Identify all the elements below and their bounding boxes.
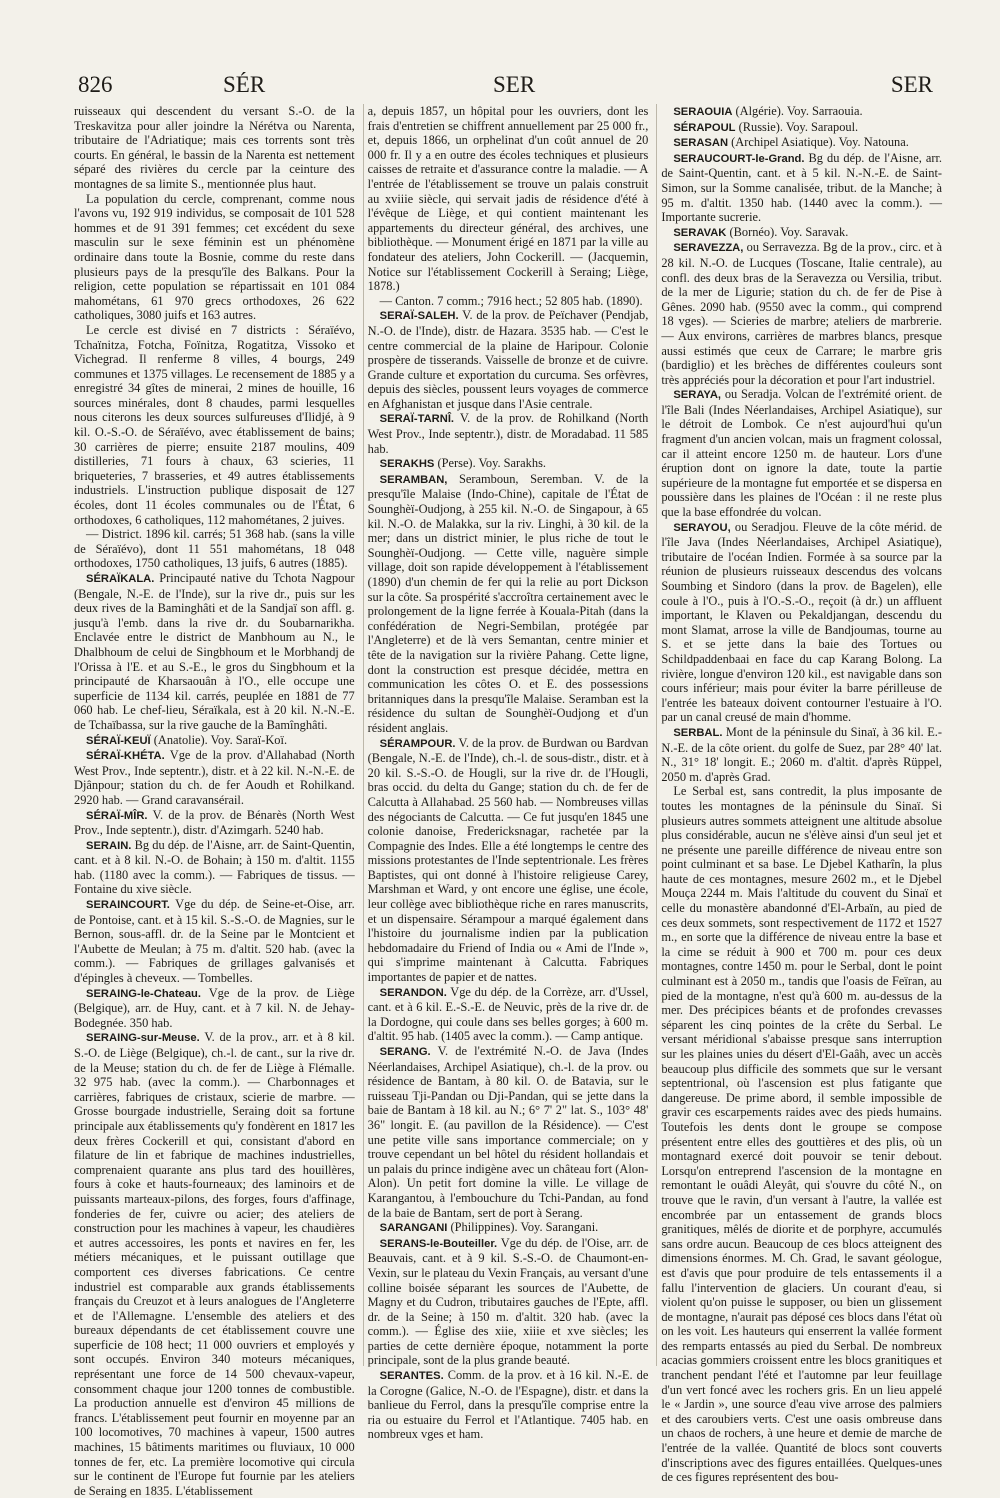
dictionary-entry — [368, 1368, 649, 1442]
entry-text: a, depuis 1857, un hôpital pour les ouvriers, dont les frais d'entretien se chiffrent annuellement par 25 000 fr., et, depuis 1866, un orphelinat d'un coût annuel de 20 000 fr. Il y a en outre des écoles techniques et plusieurs caisses de retraite et d'assurance contre la maladie. — A l'entrée de l'établissement se trouve un palais construit au xviiie siècle, qui servait jadis de résidence d'été à l'évêque de Liège, et qui contient maintenant les appartements du directeur général, des archives, une bibliothèque. — Monument érigé en 1871 par la ville au fondateur des ateliers, John Cockerill. — (Jacquemin, Notice sur l'établissement Cockerill à Seraing; Liège, 1878.) — [367, 104, 649, 294]
column-2 — [363, 104, 649, 1442]
header-word-center: SER — [493, 72, 536, 97]
dictionary-entry — [368, 472, 649, 736]
entry-text: Bg du dép. de l'Aisne, arr. de Saint-Quentin, cant. et à 5 kil. N.-N.-E. de Saint-Simon, sur la Somme canalisée, tribut. de la Manche; à 95 m. d'altit. 1350 hab. (1440 avec la comm.). — Importante sucrerie. — [661, 150, 943, 225]
dictionary-entry — [74, 733, 355, 749]
entry-text: V. de la prov., arr. et à 8 kil. S.-O. de Liège (Belgique), ch.-l. de cant., sur la rive dr. de la Meuse; station du ch. de fer de Liège à Flémalle. 32 975 hab. (avec la comm.). — Charbonnages et carrières, fabriques de cristaux, scierie de marbre. — Grosse bourgade industrielle, Seraing doit sa fortune principale aux établissements qu'y fondèrent en 1817 les deux frères Cockerill et qui, consistant d'abord en filature de lin et fabrique de machines industrielles, comprenaient quarante ans plus tard des houillères, fours à coke et hauts-fourneaux; des laminoirs et de puissants marteaux-pilons, des forges, fours d'affinage, fonderies de fer, cuivre ou acier; des ateliers de construction pour les machines à vapeur, les chaudières et autres accessoires, les ponts et navires en fer, les métiers mécaniques, et le puissant outillage que comportent ces diverses fabrications. Ce centre industriel est comparable aux grands établissements français du Creuzot et à leurs analogues de l'Angleterre et de l'Allemagne. L'ensemble des ateliers et des bureaux dépendants de cet établissement couvre une superficie de 108 hect; 11 000 ouvriers et employés y sont occupés. Environ 340 moteurs mécaniques, représentant une force de 14 500 chevaux-vapeur, consomment chaque jour 1200 tonnes de combustible. La production annuelle est d'environ 45 millions de francs. L'établissement peut fournir en moyenne par an 100 locomotives, 70 machines à vapeur, 1500 autres machines, 15 bâtiments maritimes ou fluviaux, 10 000 tonnes de fer, etc. La première locomotive qui circula sur le continent de l'Europe fut fournie par les ateliers de Seraing en 1835. L'établissement — [74, 1030, 355, 1498]
entry-text: (Perse). Voy. Sarakhs. — [434, 456, 546, 471]
entry-headword: SÉRAÏ-MÎR. — [86, 809, 148, 822]
entry-text: Vge du dép. de l'Oise, arr. de Beauvais, cant. et à 9 kil. S.-S.-O. de Chaumont-en-Vexin, sur le plateau du Vexin Français, au versant d'une colline boisée séparant les sources de l'Aubette, de Magny et du Cudron, tributaires gauches de l'Epte, affl. dr. de la Seine; à 150 m. d'altit. 320 hab. (avec la comm.). — Église des xiie, xiiie et xve siècles; les parties de cette dernière époque, notamment la porte principale, sont de la plus grande beauté. — [367, 1235, 649, 1368]
dictionary-entry — [368, 308, 649, 411]
dictionary-entry — [661, 120, 942, 136]
dictionary-entry — [74, 571, 355, 733]
column-1 — [74, 104, 355, 1498]
entry-headword: SERANTES. — [379, 1370, 444, 1383]
entry-text: (Anatolie). Voy. Saraï-Koï. — [150, 732, 288, 747]
entry-text: ou Seradjou. Fleuve de la côte mérid. de l'île Java (Indes Néerlandaises, Archipel Asiatique), tributaire de l'océan Indien. Formée à sa source par la réunion de plusieurs ruisseaux descendus des volcans Soumbing et Sindoro (dans la prov. de Bagelen), elle coule à l'O., puis à l'O.-S.-O., reçoit (à dr.) un affluent important, le Klaven ou Pekaldjangan, descendu du mont Slamat, arrose la ville de Bandjoumas, tourne au S. et se jette dans la baie des Tortues ou Schildpaddenbaai en face du cap Karang Bolong. La rivière, longue d'environ 120 kil., est navigable dans son cours inférieur; mais pour éviter la barre périlleuse de l'entrée les bateaux doivent contourner l'estuaire à l'O. par un canal creusé de main d'homme. — [661, 519, 943, 725]
dictionary-entry — [661, 387, 942, 519]
entry-text: ou Seradja. Volcan de l'extrémité orient. de l'île Bali (Indes Néerlandaises, Archipel Asiatique), sur le détroit de Lombok. Ce n'est aujourd'hui qu'un fragment d'un ancien volcan, mais un fragment colossal, car il atteint encore 1250 m. de hauteur. Lors d'une éruption dont on ignore la date, toute la partie supérieure de la montagne fut emportée et se dispersa en poussière dans les plaines de l'Océan : il ne reste plus que la base effondrée du volcan. — [661, 387, 943, 520]
entry-headword: SERAYOU, — [673, 521, 731, 534]
paragraph — [74, 527, 355, 571]
entry-headword: SERAUCOURT-le-Grand. — [673, 152, 805, 165]
entry-headword: SÉRAPOUL — [673, 121, 736, 134]
entry-headword: SERAINCOURT. — [86, 899, 170, 912]
entry-headword: SERAVEZZA, — [673, 242, 744, 255]
entry-text: Principauté native du Tchota Nagpour (Bengale, N.-E. de l'Inde), sur la rive dr., puis sur les deux rives de la Baminghâti et de la Sandjaï son affl. g. jusqu'à l'emb. dans la rive dr. du Soubarnarikha. Enclavée entre le district de Manbhoum au N., le Dhalbhoum de celui de Singbhoum et le Morbhandj de l'Orissa à l'E. et au S.-E., le gros du Singbhoum et la principauté de Kharsaouân à l'O., elle occupe une superficie de 1134 kil. carrés, peuplée en 1881 de 77 060 hab. Le chef-lieu, Séraïkala, est à 20 kil. N.-N.-E. de Tchaïbassa, sur la rive gauche de la Bamînghâti. — [74, 571, 355, 732]
entry-text: Seramboun, Seremban. V. de la presqu'île Malaise (Indo-Chine), capitale de l'État de Sounghèï-Oudjong, à 255 kil. N.-O. de Singapour, à 65 kil. N.-O. de Malakka, sur la riv. Linghi, à 30 kil. de la mer; dans un district minier, le plus riche de tout le Sounghèï-Oudjong. — Cette ville, naguère simple village, doit son rapide développement à l'établissement (1890) d'un chemin de fer qui la relie au port Dickson sur la côte. Sa prospérité s'accroîtra certainement avec le prolongement de la ligne ferrée à Kouala-Pitah (dans la confédération de Negri-Sembilan, protégée par l'Angleterre) et de là vers Semantan, centre minier et tête de la navigation sur la rivière Pahang. Cette ligne, dont la construction est presque décidée, mettra en communication les côtes O. et E. des possessions britanniques dans la presqu'île Malaise. Seramban est la résidence du sultan de Sounghèï-Oudjong et d'un résident anglais. — [367, 471, 649, 735]
entry-text: ruisseaux qui descendent du versant S.-O. de la Treskavitza pour aller joindre la Nérétva ou Narenta, tributaire de l'Adriatique; mais ces torrents sont très courts. En général, le bassin de la Narenta est nettement séparé des rivières du cercle par la ceinture des montagnes de sa limite S., mentionnée plus haut. — [74, 104, 355, 191]
entry-headword: SERANDON. — [379, 986, 447, 999]
entry-text: (Bornéo). Voy. Saravak. — [726, 224, 849, 239]
header-word-right: SER — [890, 72, 933, 97]
paragraph — [74, 323, 355, 527]
entry-text: Comm. de la prov. et à 16 kil. N.-E. de la Corogne (Galice, N.-O. de l'Espagne), distr. et dans la banlieue du Ferrol, dans la presqu'île comprise entre la ria ou estuaire du Ferrol et l'Atlantique. 7405 hab. en nombreux vges et ham. — [367, 1368, 649, 1442]
paragraph — [368, 104, 649, 294]
entry-headword: SÉRAÏKALA. — [86, 573, 155, 585]
page-number: 826 — [78, 72, 113, 97]
dictionary-entry — [74, 838, 355, 897]
entry-text: Vge du dép. de la Corrèze, arr. d'Ussel, cant. et à 6 kil. E.-S.-E. de Neuvic, près de la rive dr. de la Dordogne, qui coule dans ses belles gorges; à 600 m. d'altit. 95 hab. (1405 avec la comm.). — Camp antique. — [367, 984, 649, 1044]
entry-text: — Canton. 7 comm.; 7916 hect.; 52 805 hab. (1890). — [379, 293, 643, 308]
dictionary-entry — [661, 225, 942, 241]
entry-text: Mont de la péninsule du Sinaï, à 36 kil. E.-N.-E. de la côte orient. du golfe de Suez, par 28° 40' lat. N., 31° 18' longit. E.; 2060 m. d'altit. d'après Rüppel, 2050 m. d'après Grad. — [661, 724, 943, 784]
dictionary-entry — [368, 985, 649, 1044]
entry-text: V. de la prov. de Rohilkand (North West Prov., Inde septentr.), distr. de Moradabad. 11 585 hab. — [367, 411, 649, 456]
entry-headword: SERASAN — [673, 137, 729, 150]
entry-text: Bg du dép. de l'Aisne, arr. de Saint-Quentin, cant. et à 8 kil. N.-O. de Bohain; à 150 m. d'altit. 1155 hab. (1180 avec la comm.). — Fabriques de tissus. — Fontaine du xive siècle. — [74, 837, 355, 897]
paragraph — [74, 192, 355, 323]
entry-headword: SERAMBAN, — [379, 473, 448, 486]
entry-headword: SÉRAÏ-KHÉTA. — [86, 750, 165, 763]
entry-text: ou Serravezza. Bg de la prov., circ. et à 28 kil. N.-O. de Lucques (Toscane, Italie centrale), au confl. des deux bras de la Seravezza ou Versilia, tribut. de la mer de Ligurie; station du ch. de fer de Pise à Gênes. 2090 hab. (9550 avec la comm., qui comprend 18 vges). — Scieries de marbre; ateliers de marbrerie. — Aux environs, carrières de marbres blancs, presque aussi estimés que ceux de Carrare; le marbre gris (bardiglio) et les brèches de différentes couleurs sont très appréciés pour la décoration et pour l'art industriel. — [661, 240, 943, 387]
entry-headword: SERBAL. — [673, 726, 723, 739]
column-3 — [656, 104, 943, 1485]
dictionary-entry — [74, 1030, 355, 1498]
entry-text: Vge de la prov. d'Allahabad (North West Prov., Inde septentr.), distr. et à 22 kil. N.-N.-E. de Djânpour; station du ch. de fer Aoudh et Rohilkand. 2920 hab. — Grand caravansérail. — [74, 748, 355, 807]
dictionary-entry — [74, 897, 355, 986]
entry-text: V. de la prov. de Bénarès (North West Prov., Inde septentr.), distr. d'Azimgarh. 5240 hab. — [74, 807, 355, 838]
entry-text: V. de l'extrémité N.-O. de Java (Indes Néerlandaises, Archipel Asiatique), ch.-l. de la prov. ou résidence de Bantam, à 80 kil. O. de Batavia, sur le ruisseau Tji-Pandan ou Dji-Pandan, qui se jette dans la baie de Bantam à 18 kil. au N.; 6° 7' 2" lat. S., 103° 48' 36" longit. E. (au pavillon de la Résidence). — C'est une petite ville sans importance commerciale; on y trouve cependant un bel hôtel du résident hollandais et un palais du prince indigène avec un château fort (Alon-Alon). Un petit fort domine la ville. Le village de Karangantou, à l'embouchure du Tchi-Pandan, au fond de la baie de Bantam, sert de port à Serang. — [367, 1044, 649, 1220]
entry-headword: SERANS-le-Bouteiller. — [379, 1237, 498, 1250]
entry-headword: SERAYA, — [673, 389, 722, 402]
running-header — [78, 72, 933, 104]
dictionary-entry — [661, 135, 942, 151]
entry-headword: SERAVAK — [673, 226, 727, 239]
dictionary-entry — [74, 986, 355, 1031]
dictionary-entry — [368, 736, 649, 985]
dictionary-entry — [661, 725, 942, 784]
entry-headword: SERAING-le-Chateau. — [86, 987, 201, 1000]
entry-text: V. de la prov. de Peïchaver (Pendjab, N.-O. de l'Inde), distr. de Hazara. 3535 hab. — C'est le centre commercial de la plaine de Haripour. Colonie prospère de tisserands. Vaisselle de bronze et de cuivre. Grande culture et exportation du curcuma. Ses orfèvres, depuis des siècles, poussent leurs voyages de commerce en Afghanistan et jusque dans l'Asie centrale. — [367, 308, 649, 411]
dictionary-entry — [368, 1220, 649, 1236]
entry-text: Le Serbal est, sans contredit, la plus imposante de toutes les montagnes de la péninsule du Sinaï. Si plusieurs autres sommets atteignent une altitude absolue plus considérable, aucun ne s'élève ainsi d'un seul jet et ne présente une pareille différence de niveau entre son point culminant et sa base. Le Djebel Katharîn, la plus haute de ces montagnes, mesure 2602 m., et le Djebel Mouça 2244 m. Mais l'altitude du couvent du Sinaï et celle du monastère abandonné d'El-Arbaïn, au pied de ces deux sommets, sont respectivement de 1172 et 1527 m., en sorte que la différence de niveau entre la base et la cime se réduit à 900 et 700 m. pour ces deux montagnes, contre 1450 m. pour le Serbal, dont le point culminant est à 2050 m., tandis que l'oasis de Feïran, au pied de la montagne, n'est qu'à 600 m. au-dessus de la mer. Des précipices béants et de profondes crevasses séparent les cinq pointes de la crête du Serbal. Le versant méridional s'abaisse presque sans interruption sur les plaines unies du désert d'El-Gaâh, avec un accès beaucoup plus difficile des sommets que sur le versant septentrional, où l'ascension est plus fatigante que dangereuse. De prime abord, il semble impossible de gravir ces escarpements raides avec des pieds humains. Toutefois les dents dont le groupe se compose présentent entre elles des gouttières et des plis, où un montagnard exercé doit pouvoir se tenir debout. Lorsqu'on entreprend l'ascension de la montagne en remontant le ouâdi Aleyât, qui s'ouvre du côté N., on trouve que le ravin, d'un versant à l'autre, la vallée est encombrée par un entassement de grands blocs granitiques, mêlés de diorite et de porphyre, accumulés sans ordre aucun. Beaucoup de ces blocs atteignent des dimensions énormes. M. Ch. Grad, le savant géologue, est d'avis que pour produire de tels entassements il a fallu l'intervention de glaciers. Un courant d'eau, si violent qu'on puisse le supposer, ou bien un glissement de montagne, n'aurait pas déposé ces blocs dans l'état où on les voit. Les hauteurs qui enserrent la vallée forment des remparts entassés au pied du Serbal. De nombreux acacias gommiers croissent entre les blocs granitiques et tranchent pendant l'été et l'automne par leur feuillage d'un vert foncé avec les rochers gris. En un lieu appelé le « Jardin », une source d'eau vive arrose des palmiers et des caroubiers verts. C'est une oasis ombreuse dans un chaos de rochers, à une heure et demie de marche de l'entrée de la vallée. Quantité de blocs sont couverts d'inscriptions avec des figures entaillées. Quelques-unes de ces figures représentent des bou- — [661, 784, 943, 1485]
entry-headword: SÉRAÏ-KEUÏ — [86, 734, 151, 747]
dictionary-entry — [74, 808, 355, 838]
dictionary-entry — [661, 104, 942, 120]
entry-text: (Algérie). Voy. Sarraouia. — [732, 104, 863, 118]
paragraph — [368, 294, 649, 309]
entry-headword: SERAÏ-SALEH. — [379, 310, 459, 323]
entry-text: Le cercle est divisé en 7 districts : Séraïévo, Tchaïnitza, Fotcha, Foïnitza, Rogatitza, Vissoko et Vichegrad. Il renferme 8 villes, 4 bourgs, 249 communes et 1375 villages. Le recensement de 1885 y a enregistré 34 gîtes de minerai, 2 mines de houille, 16 sources minérales, dont 8 chaudes, parmi lesquelles nous citerons les deux sources sulfureuses d'Ilidjé, à 9 kil. O.-S.-O. de Séraïévo, avec établissement de bains; 30 carrières de pierre; ensuite 2187 moulins, 409 distilleries, 71 fours à chaux, 63 scieries, 11 briqueteries, 7 brasseries, et 49 autres établissements industriels. L'instruction publique disposait de 127 écoles, dont 11 écoles communales ou de l'État, 6 orthodoxes, 6 catholiques, 112 mahométanes, 2 juives. — [74, 322, 355, 527]
entry-headword: SERAKHS — [379, 458, 435, 471]
dictionary-entry — [661, 240, 942, 387]
entry-headword: SERAÏ-TARNÎ. — [379, 413, 455, 426]
entry-text: (Philippines). Voy. Sarangani. — [447, 1220, 599, 1235]
entry-text: Vge de la prov. de Liège (Belgique), arr. de Huy, cant. et à 7 kil. N. de Jehay-Bodegnée. 350 hab. — [74, 985, 355, 1030]
dictionary-entry — [368, 1044, 649, 1220]
entry-headword: SERAIN. — [86, 839, 132, 852]
dictionary-entry — [368, 1236, 649, 1368]
entry-text: Vge du dép. de Seine-et-Oise, arr. de Pontoise, cant. et à 15 kil. S.-S.-O. de Magnies, sur le Bernon, sous-affl. dr. de la Seine par le Montcient et l'Aubette de Meulan; à 75 m. d'altit. 520 hab. (avec la comm.). — Fabriques de grillages galvanisés et d'épingles à cheveux. — Tombelles. — [74, 897, 355, 986]
entry-headword: SÉRAMPOUR. — [379, 737, 456, 750]
paragraph — [74, 104, 355, 192]
entry-text: — District. 1896 kil. carrés; 51 368 hab. (sans la ville de Séraïévo), dont 11 551 mahométans, 18 048 orthodoxes, 1750 catholiques, 13 juifs, 6 autres (1885). — [74, 527, 355, 571]
entry-text: (Archipel Asiatique). Voy. Natouna. — [728, 135, 909, 150]
entry-headword: SARANGANI — [379, 1222, 448, 1235]
dictionary-entry — [368, 456, 649, 472]
entry-text: (Russie). Voy. Sarapoul. — [735, 119, 859, 134]
entry-headword: SERANG. — [379, 1046, 431, 1058]
dictionary-entry — [661, 151, 942, 225]
entry-headword: SERAOUIA — [673, 106, 733, 118]
entry-headword: SERAING-sur-Meuse. — [86, 1032, 200, 1045]
paragraph — [661, 784, 942, 1485]
entry-text: V. de la prov. de Burdwan ou Bardvan (Bengale, N.-E. de l'Inde), ch.-l. de sous-distr., distr. et à 20 kil. S.-S.-O. de Hougli, sur la rive dr. de l'Hougli, bras occid. du delta du Gange; station du ch. de fer de Calcutta à Allahabad. 25 560 hab. — Nombreuses villas des négociants de Calcutta. — Ce fut jusqu'en 1845 une colonie danoise, Fredericksnagar, rachetée par la Compagnie des Indes. Elle a été longtemps le centre des missions protestantes de l'Inde septentrionale. Les frères Baptistes, qui ont donné à l'histoire religieuse Carey, Marshman et Ward, y ont encore une église, une école, leur collège avec bibliothèque riche en rares manuscrits, et un dispensaire. Sérampour a marqué également dans l'histoire du journalisme indien par la publication hebdomadaire du Friend of India ou « Ami de l'Inde », qui s'imprime maintenant à Calcutta. Fabriques importantes de papier et de nattes. — [367, 735, 649, 985]
dictionary-entry — [368, 411, 649, 456]
dictionary-entry — [74, 748, 355, 807]
entry-text: La population du cercle, comprenant, comme nous l'avons vu, 192 919 individus, se composait de 101 528 hommes et de 91 391 femmes; cet excédent du sexe masculin sur le sexe féminin est un phénomène ordinaire dans toute la Bosnie, comme du reste dans plusieurs pays de la presqu'île des Balkans. Pour la religion, cette population se répartissait en 101 084 mahométans, 61 970 grecs orthodoxes, 26 622 catholiques, 3080 juifs et 163 autres. — [74, 191, 355, 323]
header-word-left: SÉR — [223, 72, 266, 97]
dictionary-entry — [661, 520, 942, 725]
text-columns — [74, 104, 943, 1498]
